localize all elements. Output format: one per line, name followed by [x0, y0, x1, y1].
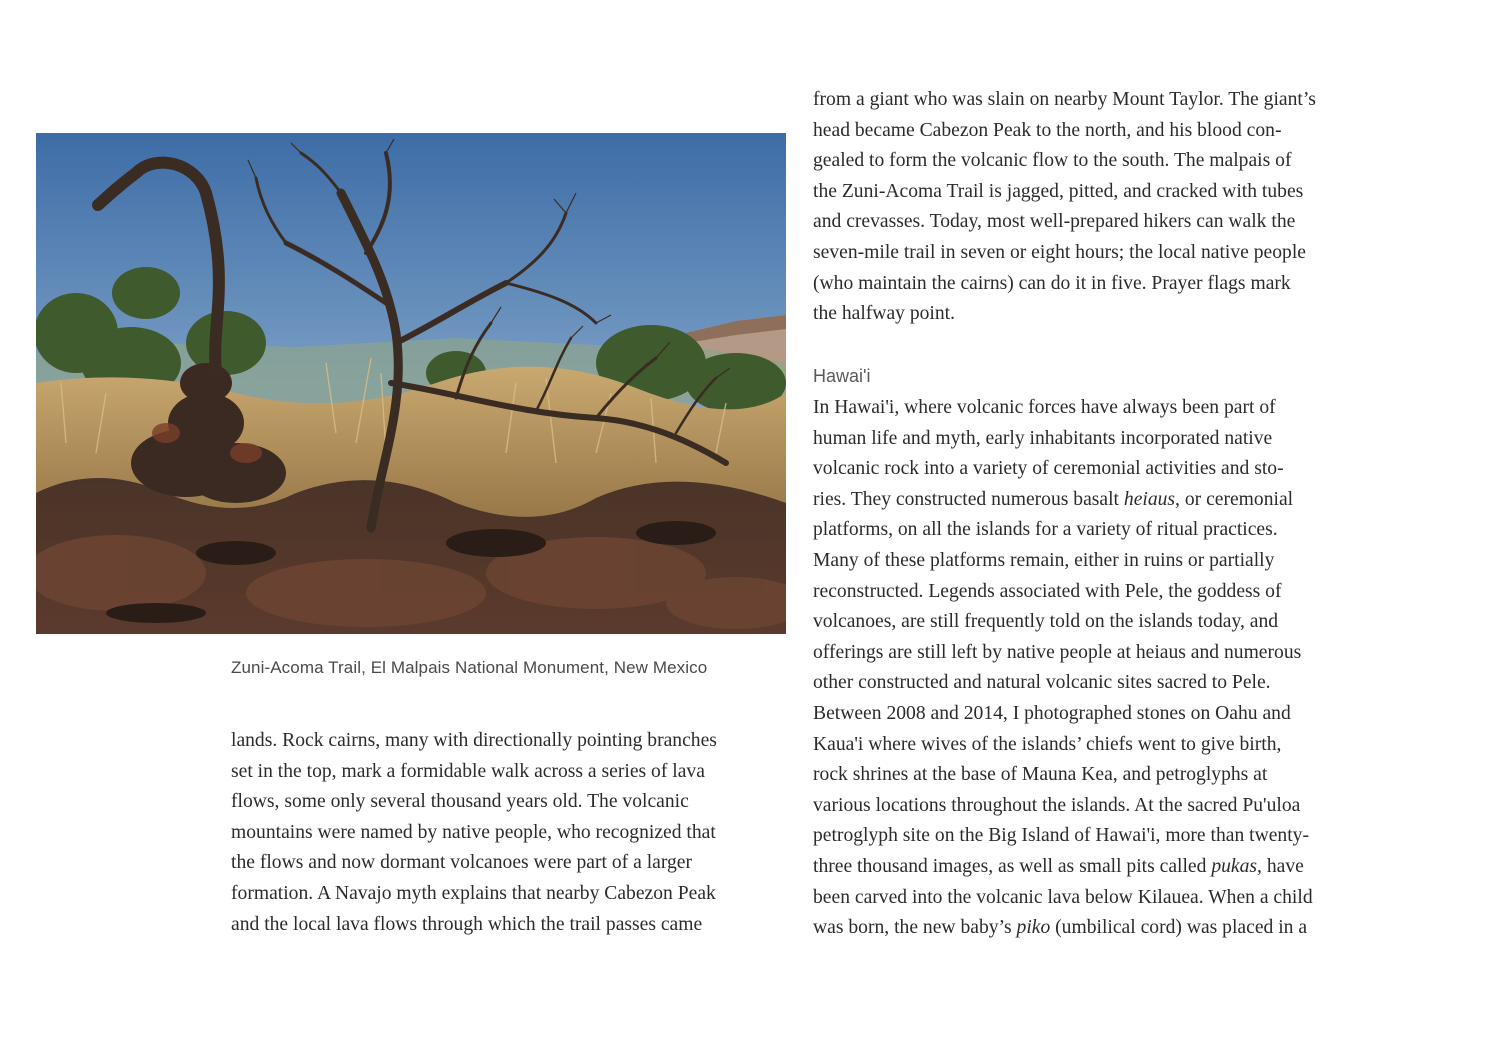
photo-illustration	[36, 133, 786, 634]
text-line: the Zuni-Acoma Trail is jagged, pitted, and cracked with tubes	[813, 180, 1304, 202]
text-line: platforms, on all the islands for a variety of ritual practices.	[813, 519, 1278, 541]
landscape-photo	[36, 133, 786, 634]
text-line: human life and myth, early inhabitants incorporated native	[813, 427, 1273, 449]
text-line: seven-mile trail in seven or eight hours; the local native people	[813, 241, 1306, 263]
text-line: flows, some only several thousand years old. The volcanic	[231, 791, 689, 813]
text-line: lands. Rock cairns, many with directionally pointing branches	[231, 730, 717, 751]
right-column-text	[813, 85, 1393, 330]
text-segment: three thousand images, as well as small pits called	[813, 855, 1212, 877]
section-heading: Hawai'i	[813, 366, 871, 386]
italic-term: pukas,	[1211, 855, 1262, 877]
text-line: set in the top, mark a formidable walk across a series of lava	[231, 760, 705, 782]
text-line: In Hawai'i, where volcanic forces have always been part of	[813, 397, 1276, 418]
text-line: offerings are still left by native people at heiaus and numerous	[813, 641, 1302, 663]
text-segment: have	[1261, 855, 1304, 877]
text-line: and the local lava flows through which the trail passes came	[231, 913, 703, 935]
text-line	[813, 485, 1393, 516]
text-line: rock shrines at the base of Mauna Kea, and petroglyphs at	[813, 764, 1268, 786]
text-line: Kaua'i where wives of the islands’ chiefs went to give birth,	[813, 733, 1282, 755]
text-segment: , or ceremonial	[1175, 488, 1294, 510]
text-line: the flows and now dormant volcanoes were part of a larger	[231, 852, 693, 874]
text-line: (who maintain the cairns) can do it in five. Prayer flags mark	[813, 272, 1291, 294]
text-line: head became Cabezon Peak to the north, and his blood con-	[813, 119, 1282, 141]
text-line: been carved into the volcanic lava below Kilauea. When a child	[813, 886, 1313, 908]
text-line: petroglyph site on the Big Island of Hawai'i, more than twenty-	[813, 825, 1309, 847]
text-line: the halfway point.	[813, 303, 956, 325]
text-line	[813, 852, 1393, 883]
text-line: gealed to form the volcanic flow to the south. The malpais of	[813, 150, 1292, 172]
text-line: and crevasses. Today, most well-prepared hikers can walk the	[813, 211, 1296, 233]
text-segment: was born, the new baby’s	[813, 917, 1017, 939]
text-line	[813, 913, 1393, 944]
text-segment: (umbilical cord) was placed in a	[1050, 917, 1308, 939]
left-column-text	[231, 726, 791, 940]
hawaii-section-text	[813, 393, 1393, 944]
text-line: volcanic rock into a variety of ceremonial activities and sto-	[813, 458, 1284, 480]
text-line: mountains were named by native people, who recognized that	[231, 821, 716, 843]
italic-term: heiaus	[1123, 488, 1176, 510]
text-line: reconstructed. Legends associated with Pele, the goddess of	[813, 580, 1282, 602]
text-line: Between 2008 and 2014, I photographed stones on Oahu and	[813, 702, 1291, 724]
text-line: formation. A Navajo myth explains that nearby Cabezon Peak	[231, 882, 716, 904]
text-line: Many of these platforms remain, either in ruins or partially	[813, 549, 1275, 571]
text-line: other constructed and natural volcanic sites sacred to Pele.	[813, 672, 1271, 694]
italic-term: piko	[1016, 917, 1051, 939]
text-segment: ries. They constructed numerous basalt	[813, 488, 1124, 510]
text-line: volcanoes, are still frequently told on the islands today, and	[813, 611, 1279, 633]
text-line: various locations throughout the islands. At the sacred Pu'uloa	[813, 794, 1301, 816]
text-line: from a giant who was slain on nearby Mount Taylor. The giant’s	[813, 89, 1316, 110]
photo-caption: Zuni-Acoma Trail, El Malpais National Monument, New Mexico	[231, 658, 708, 677]
